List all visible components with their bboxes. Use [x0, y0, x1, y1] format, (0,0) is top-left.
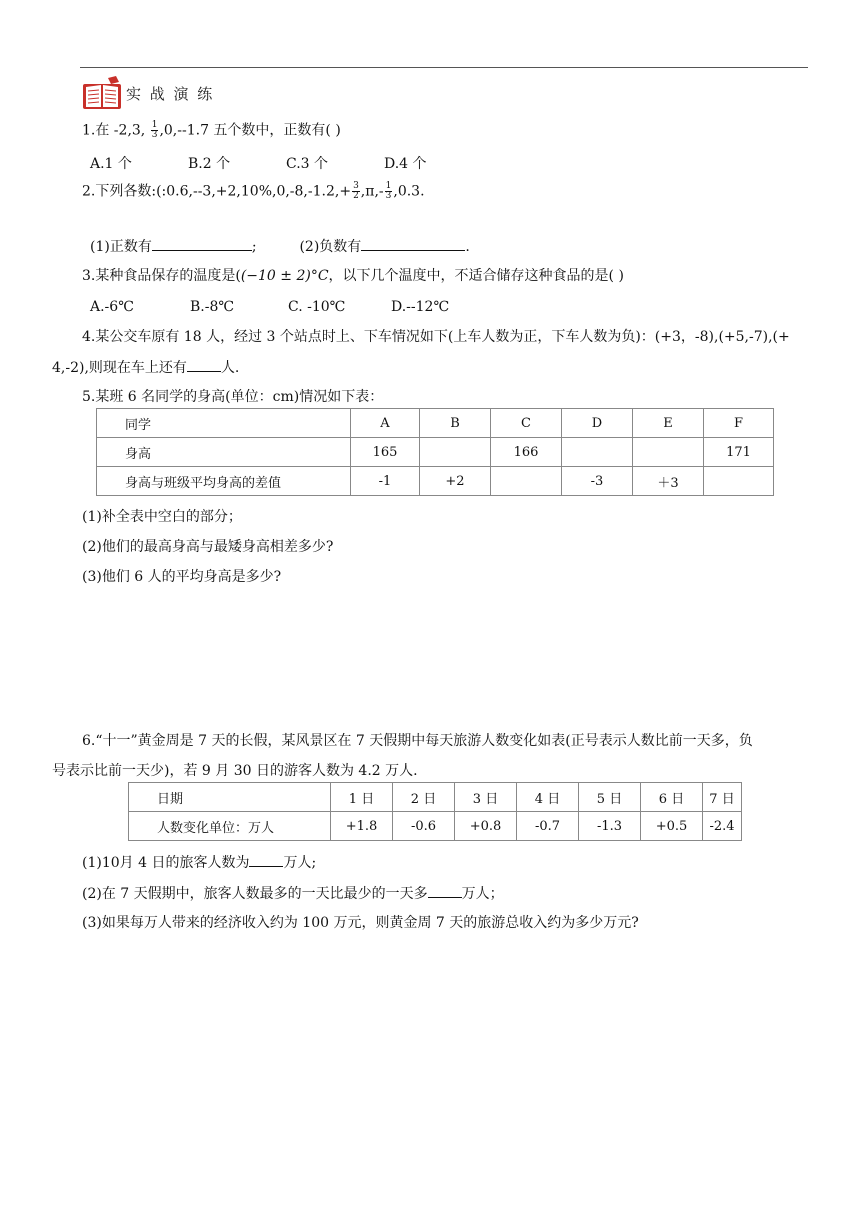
question-6-line-1: 6.“十一”黄金周是 7 天的长假，某风景区在 7 天假期中每天旅游人数变化如表(正号表示人数比前一天多，负	[82, 733, 753, 749]
table-row	[97, 409, 774, 438]
tourism-table	[128, 782, 742, 841]
table-cell: F	[704, 409, 774, 438]
table-row	[97, 438, 774, 467]
q5-sub-1: (1)补全表中空白的部分；	[82, 509, 242, 525]
table-cell: 7 日	[703, 783, 742, 812]
table-cell: B	[420, 409, 491, 438]
table-cell: 日期	[129, 783, 331, 812]
q2-sub2-answer-blank[interactable]	[361, 236, 465, 251]
table-cell: 171	[704, 438, 774, 467]
q1-option-a: A.1 个	[90, 156, 132, 172]
section-title: 实 战 演 练	[126, 85, 215, 103]
table-cell: 4 日	[517, 783, 579, 812]
q2-subparts	[90, 236, 470, 256]
table-cell: 166	[491, 438, 562, 467]
q1-text-post: ,0,--1.7 五个数中，正数有( )	[159, 122, 341, 139]
table-cell: -3	[562, 467, 633, 496]
question-1	[82, 121, 341, 140]
q6-sub1-answer-blank[interactable]	[249, 852, 283, 867]
table-cell: E	[633, 409, 704, 438]
q6-sub-1	[82, 852, 316, 872]
q2-text-post: ,0.3.	[393, 183, 425, 200]
table-cell: 165	[351, 438, 420, 467]
q2-sub2-end: .	[465, 239, 470, 255]
table-cell: 6 日	[641, 783, 703, 812]
question-4-line-1: 4.某公交车原有 18 人，经过 3 个站点时上、下车情况如下(上车人数为正，下车人数为负)：(+3，-8),(+5,-7),(+	[82, 329, 790, 345]
table-cell: 人数变化单位：万人	[129, 812, 331, 841]
q4-text-post: 人.	[220, 360, 240, 376]
q2-frac2-den: 3	[385, 191, 392, 201]
table-cell: D	[562, 409, 633, 438]
q6-sub1-post: 万人;	[283, 855, 317, 871]
table-cell: 身高	[97, 438, 351, 467]
q3-formula: (−10 ± 2)°C	[240, 268, 329, 284]
q2-sub1-label: (1)正数有	[90, 239, 152, 255]
open-book-icon	[82, 76, 122, 110]
q5-sub-3: (3)他们 6 人的平均身高是多少?	[82, 569, 282, 585]
q6-sub1-pre: (1)10月 4 日的旅客人数为	[82, 855, 250, 871]
table-cell: -0.7	[517, 812, 579, 841]
top-rule	[80, 67, 808, 68]
q2-frac1-den: 2	[353, 191, 359, 201]
table-row	[97, 467, 774, 496]
q1-text-pre: 1.在 -2,3,	[82, 122, 146, 139]
table-cell[interactable]	[704, 467, 774, 496]
question-3	[82, 267, 624, 285]
table-cell: -2.4	[703, 812, 742, 841]
question-5-intro: 5.某班 6 名同学的身高(单位：cm)情况如下表：	[82, 389, 384, 405]
table-cell: +2	[420, 467, 491, 496]
table-cell: -1	[351, 467, 420, 496]
q6-sub2-answer-blank[interactable]	[428, 883, 462, 898]
q1-frac-num: 1	[151, 120, 158, 130]
q6-sub-3: (3)如果每万人带来的经济收入约为 100 万元，则黄金周 7 天的旅游总收入约为多少万元?	[82, 915, 639, 931]
q4-text-pre: 4,-2),则现在车上还有	[52, 360, 187, 376]
table-cell: +0.5	[641, 812, 703, 841]
q3-text-post: ，以下几个温度中，不适合储存这种食品的是( )	[328, 268, 624, 284]
q6-sub2-pre: (2)在 7 天假期中，旅客人数最多的一天比最少的一天多	[82, 886, 428, 902]
q1-option-d: D.4 个	[384, 156, 427, 172]
table-cell: +1.8	[331, 812, 393, 841]
q1-option-c: C.3 个	[286, 156, 329, 172]
q3-options	[90, 299, 449, 315]
q3-option-d: D.--12℃	[391, 299, 450, 315]
table-cell: 5 日	[579, 783, 641, 812]
q4-answer-blank[interactable]	[187, 357, 221, 372]
q2-fraction-1	[352, 182, 360, 201]
q2-frac2-num: 1	[385, 181, 392, 191]
table-cell[interactable]	[420, 438, 491, 467]
q3-option-a: A.-6℃	[90, 299, 134, 315]
q5-sub-2: (2)他们的最高身高与最矮身高相差多少?	[82, 539, 334, 555]
q1-option-b: B.2 个	[188, 156, 231, 172]
table-row	[129, 783, 742, 812]
q3-option-b: B.-8℃	[190, 299, 235, 315]
q2-text-pre: 2.下列各数:(:0.6,--3,+2,10%,0,-8,-1.2,+	[82, 183, 352, 200]
table-cell: ＋3	[633, 467, 704, 496]
q6-sub-2	[82, 883, 504, 903]
q3-text-pre: 3.某种食品保存的温度是(	[82, 268, 241, 284]
q1-fraction	[151, 121, 159, 140]
question-4-line-2	[52, 357, 239, 377]
table-cell: 同学	[97, 409, 351, 438]
question-2	[82, 182, 425, 201]
table-cell: -1.3	[579, 812, 641, 841]
q2-fraction-2	[385, 182, 393, 201]
table-cell: -0.6	[393, 812, 455, 841]
table-cell: 身高与班级平均身高的差值	[97, 467, 351, 496]
q2-frac1-num: 3	[353, 181, 359, 191]
question-6-line-2: 号表示比前一天少)，若 9 月 30 日的游客人数为 4.2 万人.	[52, 763, 418, 779]
table-row	[129, 812, 742, 841]
table-cell: 1 日	[331, 783, 393, 812]
q2-sub1-end: ;	[251, 239, 257, 255]
table-cell: A	[351, 409, 420, 438]
q6-sub2-post: 万人；	[461, 886, 504, 902]
table-cell[interactable]	[633, 438, 704, 467]
table-cell: 2 日	[393, 783, 455, 812]
q1-frac-den: 3	[151, 130, 158, 140]
q1-options	[90, 153, 427, 173]
height-table	[96, 408, 774, 496]
table-cell[interactable]	[491, 467, 562, 496]
table-cell: +0.8	[455, 812, 517, 841]
q2-sub1-answer-blank[interactable]	[152, 236, 252, 251]
table-cell[interactable]	[562, 438, 633, 467]
table-cell: C	[491, 409, 562, 438]
q2-sub2-label: (2)负数有	[299, 239, 362, 255]
q3-option-c: C. -10℃	[288, 299, 346, 315]
section-header	[82, 74, 214, 110]
table-cell: 3 日	[455, 783, 517, 812]
q2-text-mid: ,π,-	[360, 183, 384, 200]
